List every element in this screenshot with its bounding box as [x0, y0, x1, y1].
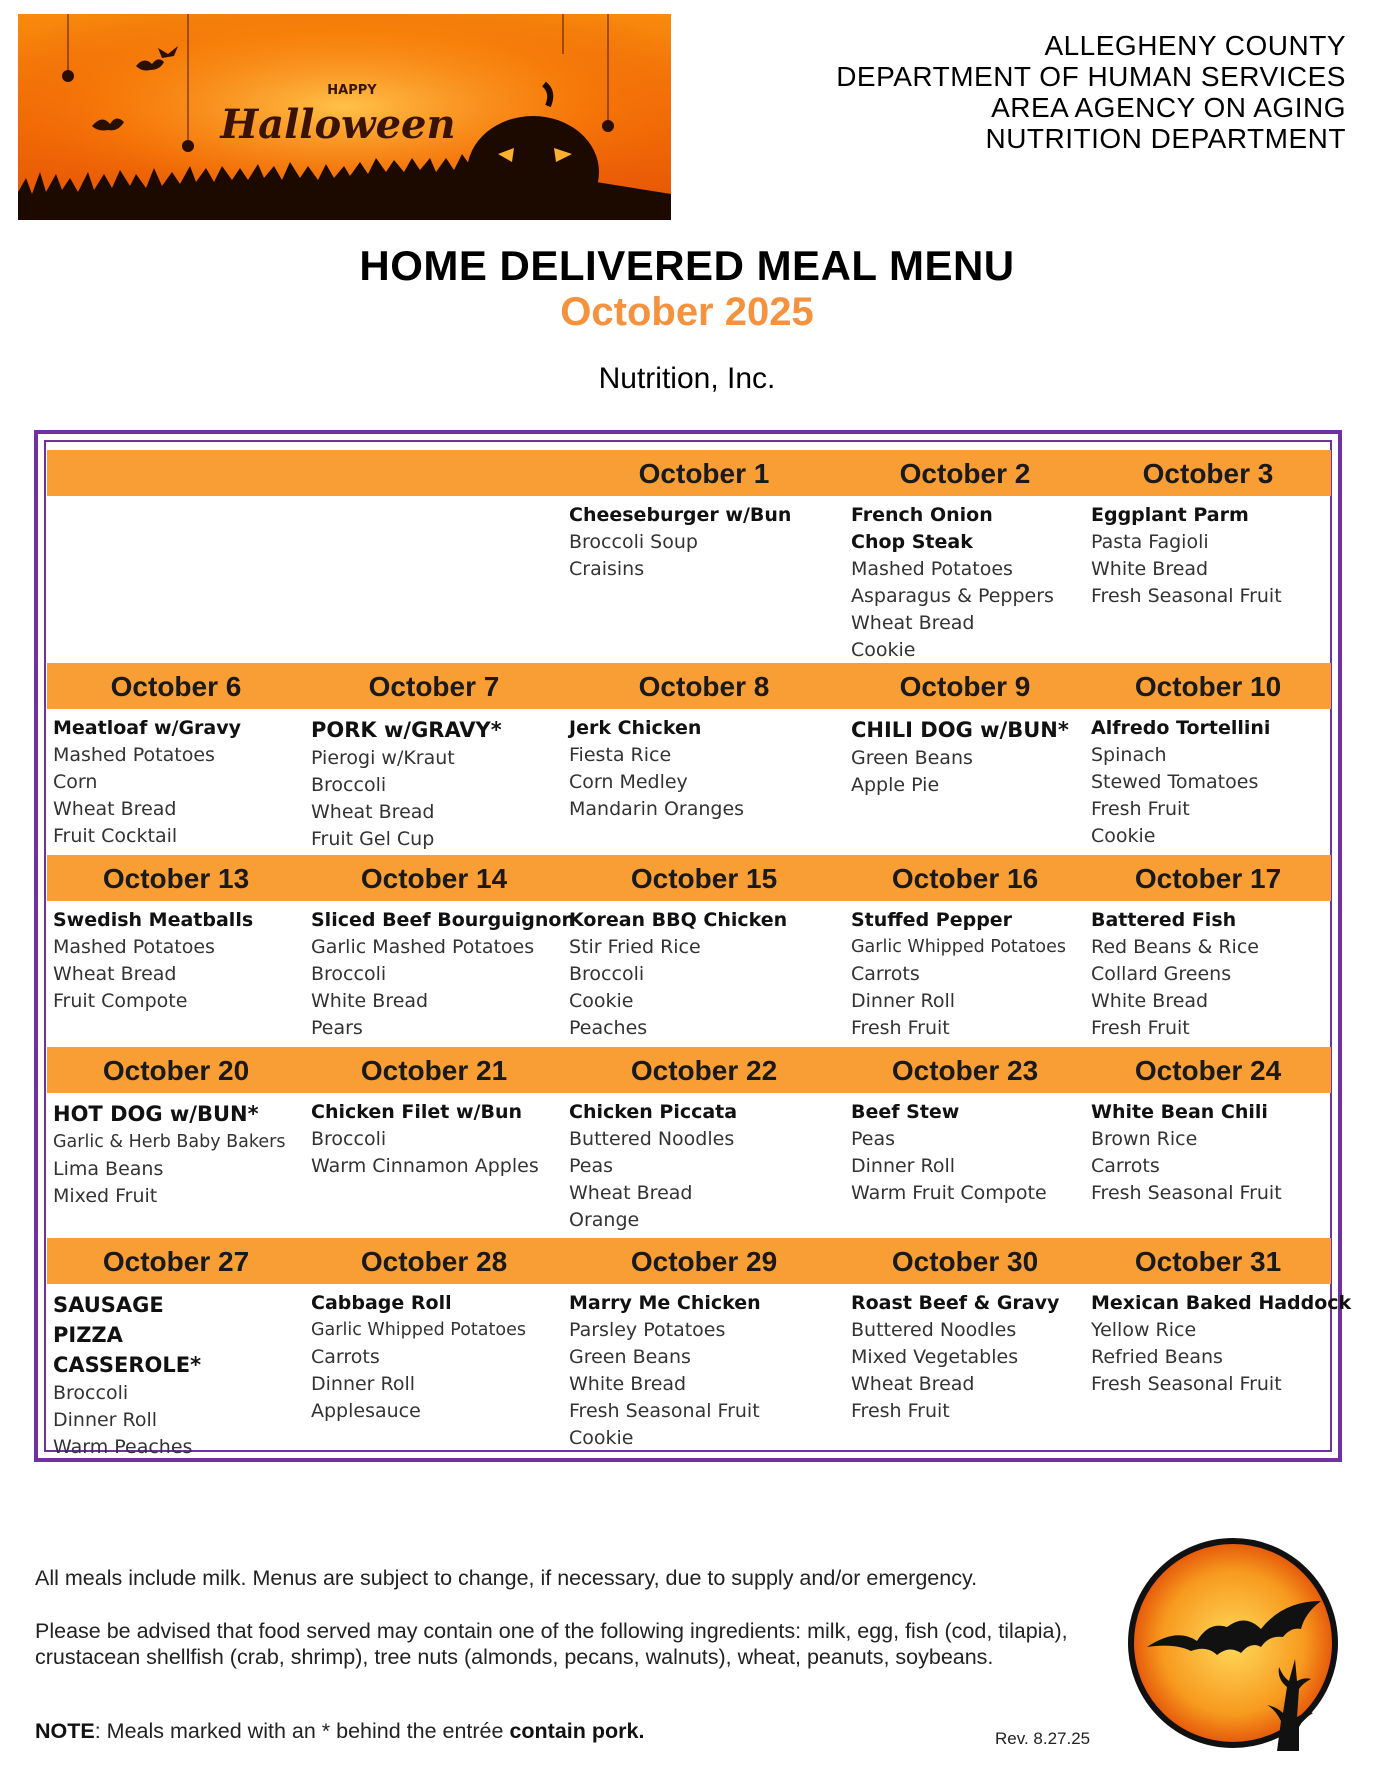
- day-side-item: Broccoli: [53, 1382, 129, 1404]
- day-side-item: Lima Beans: [53, 1158, 164, 1180]
- day-side-item: Wheat Bread: [311, 801, 435, 823]
- day-menu-items: [851, 715, 1069, 799]
- day-date: October 31: [1134, 1246, 1282, 1277]
- day-side-item: Fresh Fruit: [1091, 1017, 1190, 1039]
- page-title: HOME DELIVERED MEAL MENU: [359, 242, 1015, 289]
- day-side-item: Warm Peaches: [53, 1436, 193, 1458]
- day-side-item: Applesauce: [311, 1400, 421, 1422]
- pork-note: [35, 1719, 644, 1744]
- day-menu-items: [569, 715, 744, 823]
- day-menu-items: [851, 502, 1054, 664]
- day-menu-items: [1091, 1099, 1282, 1207]
- day-side-item: Green Beans: [851, 747, 973, 769]
- day-entree: Korean BBQ Chicken: [569, 909, 788, 931]
- day-side-item: Craisins: [569, 558, 645, 580]
- day-date: October 24: [1134, 1055, 1282, 1086]
- day-side-item: Fresh Seasonal Fruit: [1091, 1182, 1282, 1204]
- day-entree: Battered Fish: [1091, 909, 1237, 931]
- day-side-item: Wheat Bread: [851, 612, 975, 634]
- day-side-item: Garlic Whipped Potatoes: [851, 937, 1066, 957]
- milk-note: All meals include milk. Menus are subject to change, if necessary, due to supply and/or emergency.: [35, 1566, 978, 1590]
- day-side-item: Carrots: [1091, 1155, 1160, 1177]
- day-side-item: Red Beans & Rice: [1091, 936, 1259, 958]
- day-side-item: Refried Beans: [1091, 1346, 1223, 1368]
- day-side-item: Wheat Bread: [851, 1373, 975, 1395]
- banner-halloween-text: Halloween: [220, 101, 456, 148]
- day-side-item: Garlic Mashed Potatoes: [311, 936, 535, 958]
- day-side-item: Corn: [53, 771, 98, 793]
- day-date: October 3: [1142, 458, 1274, 489]
- day-date: October 10: [1134, 671, 1282, 702]
- day-entree: CHILI DOG w/BUN*: [851, 718, 1069, 742]
- menu-month: October 2025: [560, 290, 814, 334]
- day-side-item: Broccoli: [569, 963, 645, 985]
- day-menu-items: [569, 907, 787, 1042]
- day-date: October 16: [891, 863, 1039, 894]
- day-side-item: Pears: [311, 1017, 363, 1039]
- day-side-item: Mashed Potatoes: [851, 558, 1013, 580]
- day-entree: Swedish Meatballs: [53, 909, 254, 931]
- day-side-item: Warm Cinnamon Apples: [311, 1155, 539, 1177]
- day-side-item: Collard Greens: [1091, 963, 1232, 985]
- day-date: October 23: [891, 1055, 1039, 1086]
- note-bold: contain pork.: [509, 1719, 645, 1743]
- day-side-item: Cookie: [851, 639, 916, 661]
- day-side-item: Cookie: [1091, 825, 1156, 847]
- day-side-item: Broccoli Soup: [569, 531, 698, 553]
- day-entree: Beef Stew: [851, 1101, 960, 1123]
- day-side-item: Corn Medley: [569, 771, 688, 793]
- halloween-banner-art: [18, 14, 671, 220]
- day-side-item: Fresh Fruit: [1091, 798, 1190, 820]
- day-side-item: Buttered Noodles: [851, 1319, 1017, 1341]
- day-side-item: Warm Fruit Compote: [851, 1182, 1047, 1204]
- note-text: : Meals marked with an * behind the entrée: [94, 1719, 510, 1743]
- day-date: October 30: [891, 1246, 1039, 1277]
- day-entree: Meatloaf w/Gravy: [53, 717, 242, 739]
- day-entree: Cheeseburger w/Bun: [569, 504, 792, 526]
- day-date: October 29: [630, 1246, 778, 1277]
- note-label: NOTE: [35, 1719, 95, 1743]
- banner-happy-text: HAPPY: [327, 83, 377, 98]
- day-side-item: Mashed Potatoes: [53, 744, 215, 766]
- day-side-item: Mashed Potatoes: [53, 936, 215, 958]
- day-date: October 22: [630, 1055, 778, 1086]
- day-menu-items: [569, 1290, 761, 1452]
- day-entree: White Bean Chili: [1091, 1101, 1268, 1123]
- day-side-item: Buttered Noodles: [569, 1128, 735, 1150]
- day-side-item: Fresh Fruit: [851, 1400, 950, 1422]
- day-side-item: Peaches: [569, 1017, 648, 1039]
- day-menu-items: [851, 1099, 1047, 1207]
- day-side-item: Fresh Seasonal Fruit: [1091, 1373, 1282, 1395]
- day-side-item: Mixed Fruit: [53, 1185, 158, 1207]
- day-menu-items: [1091, 1290, 1351, 1398]
- day-date: October 1: [638, 458, 770, 489]
- agency-header: [836, 30, 1346, 154]
- vendor-name: Nutrition, Inc.: [598, 362, 776, 395]
- day-side-item: Yellow Rice: [1091, 1319, 1197, 1341]
- day-side-item: Fruit Cocktail: [53, 825, 178, 847]
- day-side-item: Pasta Fagioli: [1091, 531, 1209, 553]
- day-menu-items: [311, 715, 502, 853]
- day-side-item: Fruit Compote: [53, 990, 188, 1012]
- day-date: October 7: [368, 671, 500, 702]
- day-menu-items: [53, 1099, 285, 1210]
- day-entree: Jerk Chicken: [569, 717, 702, 739]
- day-menu-items: [851, 1290, 1059, 1425]
- day-entree: Mexican Baked Haddock: [1091, 1292, 1352, 1314]
- day-menu-items: [53, 1290, 223, 1461]
- day-side-item: Cookie: [569, 1427, 634, 1449]
- day-side-item: Parsley Potatoes: [569, 1319, 726, 1341]
- day-side-item: Dinner Roll: [851, 990, 956, 1012]
- day-entree: Marry Me Chicken: [569, 1292, 761, 1314]
- day-side-item: Brown Rice: [1091, 1128, 1198, 1150]
- day-menu-items: [1091, 502, 1282, 610]
- day-side-item: Wheat Bread: [53, 798, 177, 820]
- halloween-banner: [18, 14, 671, 220]
- day-entree: Chicken Piccata: [569, 1101, 738, 1123]
- day-side-item: Peas: [851, 1128, 896, 1150]
- day-side-item: Mandarin Oranges: [569, 798, 745, 820]
- day-date: October 15: [630, 863, 778, 894]
- day-side-item: Cookie: [569, 990, 634, 1012]
- day-side-item: Fruit Gel Cup: [311, 828, 435, 850]
- day-menu-items: [1091, 907, 1259, 1042]
- day-date: October 17: [1134, 863, 1282, 894]
- day-side-item: Orange: [569, 1209, 640, 1231]
- day-entree: SAUSAGE PIZZA CASSEROLE*: [53, 1293, 202, 1377]
- day-side-item: Garlic Whipped Potatoes: [311, 1320, 526, 1340]
- day-side-item: Dinner Roll: [53, 1409, 158, 1431]
- day-side-item: Spinach: [1091, 744, 1167, 766]
- agency-aging: AREA AGENCY ON AGING: [991, 92, 1346, 123]
- moon-bat-icon: [1125, 1535, 1341, 1751]
- day-entree: French Onion Chop Steak: [851, 504, 993, 553]
- day-date: October 2: [899, 458, 1031, 489]
- day-side-item: Dinner Roll: [851, 1155, 956, 1177]
- day-side-item: Apple Pie: [851, 774, 940, 796]
- day-side-item: Fresh Fruit: [851, 1017, 950, 1039]
- day-date: October 28: [360, 1246, 508, 1277]
- day-side-item: Wheat Bread: [53, 963, 177, 985]
- day-side-item: Stewed Tomatoes: [1091, 771, 1259, 793]
- day-entree: Eggplant Parm: [1091, 504, 1249, 526]
- day-menu-items: [311, 907, 575, 1042]
- day-date: [305, 450, 563, 496]
- day-date: October 8: [638, 671, 770, 702]
- day-menu-items: [569, 1099, 737, 1234]
- day-date: October 6: [110, 671, 242, 702]
- day-entree: Stuffed Pepper: [851, 909, 1013, 931]
- day-side-item: White Bread: [311, 990, 429, 1012]
- day-date: October 14: [360, 863, 508, 894]
- day-side-item: White Bread: [569, 1373, 687, 1395]
- day-entree: Chicken Filet w/Bun: [311, 1101, 523, 1123]
- day-menu-items: [53, 715, 241, 850]
- day-side-item: Pierogi w/Kraut: [311, 747, 455, 769]
- day-entree: Alfredo Tortellini: [1091, 717, 1271, 739]
- day-menu-items: [851, 907, 1066, 1042]
- day-date: October 21: [360, 1055, 508, 1086]
- agency-department: DEPARTMENT OF HUMAN SERVICES: [836, 61, 1346, 92]
- day-side-item: White Bread: [1091, 558, 1209, 580]
- day-side-item: Carrots: [311, 1346, 380, 1368]
- allergen-note: Please be advised that food served may contain one of the following ingredients: milk, egg, fish (cod, tilapia), crustacean shellfish (crab, shrimp), tree nuts (almonds, pecans, walnuts), wheat, peanuts, soybeans.: [35, 1619, 1068, 1669]
- agency-county: ALLEGHENY COUNTY: [1044, 30, 1346, 61]
- day-entree: Roast Beef & Gravy: [851, 1292, 1060, 1314]
- day-side-item: Stir Fried Rice: [569, 936, 701, 958]
- day-side-item: Green Beans: [569, 1346, 691, 1368]
- day-entree: Sliced Beef Bourguignon: [311, 909, 575, 931]
- day-menu-items: [53, 907, 253, 1015]
- day-date: October 20: [102, 1055, 250, 1086]
- day-side-item: Wheat Bread: [569, 1182, 693, 1204]
- day-menu-items: [569, 502, 791, 583]
- day-entree: HOT DOG w/BUN*: [53, 1102, 259, 1126]
- day-side-item: Fiesta Rice: [569, 744, 672, 766]
- day-side-item: Broccoli: [311, 774, 387, 796]
- day-side-item: Mixed Vegetables: [851, 1346, 1019, 1368]
- day-side-item: Peas: [569, 1155, 614, 1177]
- day-side-item: Carrots: [851, 963, 920, 985]
- day-side-item: White Bread: [1091, 990, 1209, 1012]
- day-side-item: Broccoli: [311, 1128, 387, 1150]
- day-menu-items: [311, 1290, 526, 1425]
- day-side-item: Asparagus & Peppers: [851, 585, 1054, 607]
- day-side-item: Dinner Roll: [311, 1373, 416, 1395]
- day-entree: PORK w/GRAVY*: [311, 718, 502, 742]
- day-date: October 13: [102, 863, 250, 894]
- agency-nutrition: NUTRITION DEPARTMENT: [985, 123, 1346, 154]
- day-date: October 9: [899, 671, 1031, 702]
- day-date: [47, 450, 305, 496]
- day-menu-items: [1091, 715, 1270, 850]
- day-date: October 27: [102, 1246, 250, 1277]
- day-side-item: Fresh Seasonal Fruit: [569, 1400, 760, 1422]
- day-side-item: Fresh Seasonal Fruit: [1091, 585, 1282, 607]
- revision-date: Rev. 8.27.25: [995, 1729, 1091, 1748]
- day-menu-items: [311, 1099, 539, 1180]
- day-entree: Cabbage Roll: [311, 1292, 452, 1314]
- day-side-item: Broccoli: [311, 963, 387, 985]
- day-side-item: Garlic & Herb Baby Bakers: [53, 1132, 286, 1152]
